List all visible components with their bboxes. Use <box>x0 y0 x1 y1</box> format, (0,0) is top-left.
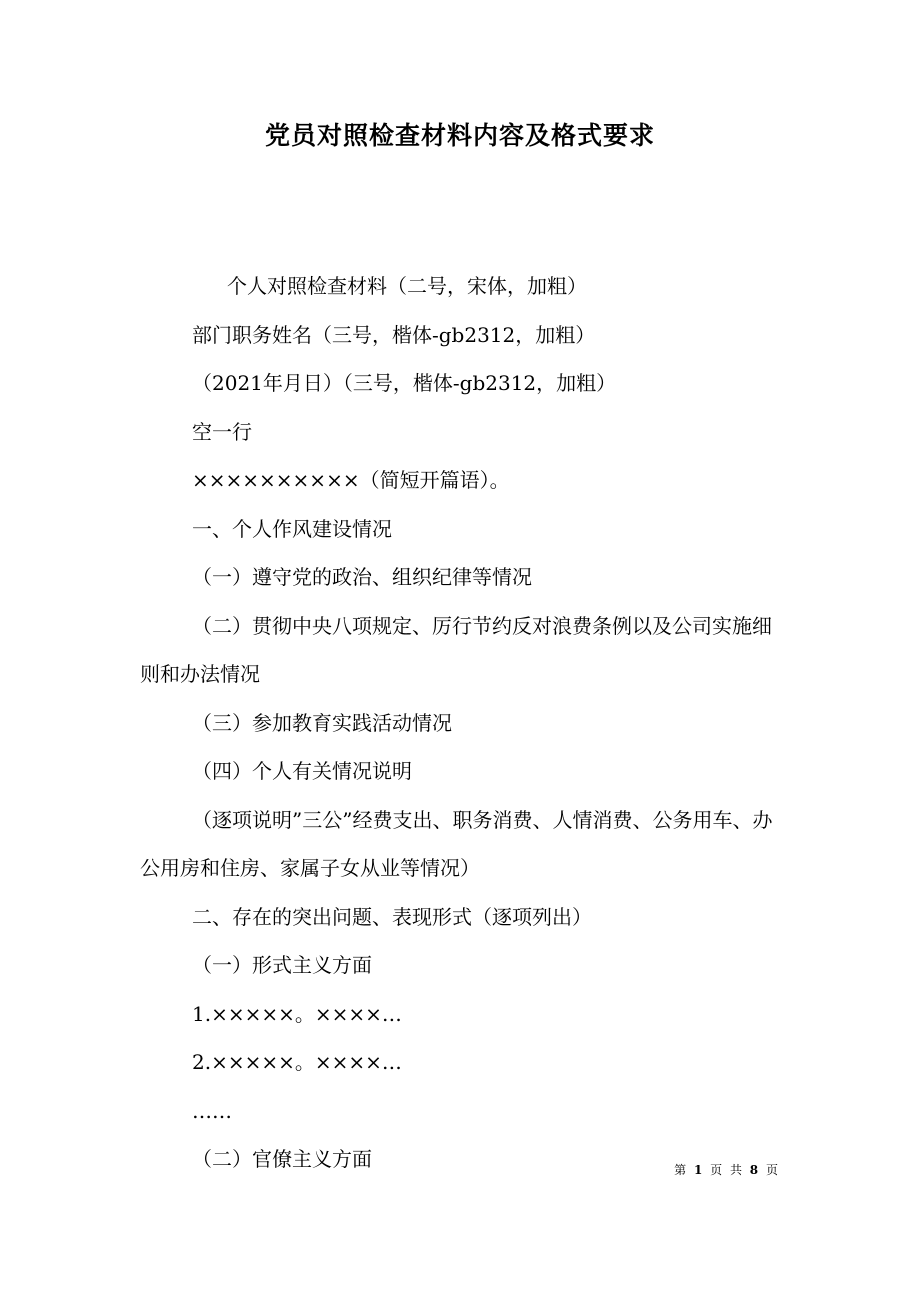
list-ellipsis: …… <box>192 1098 232 1123</box>
footer-page-number: 1 <box>693 1163 705 1177</box>
subsection-2-2: （二）官僚主义方面 <box>192 1147 372 1171</box>
page-footer <box>674 1162 780 1178</box>
list-item-2: 2.×××××。××××… <box>192 1050 402 1074</box>
footer-total-pages: 8 <box>749 1163 761 1177</box>
subsection-1-2: （二）贯彻中央八项规定、厉行节约反对浪费条例以及公司实施细则和办法情况 <box>140 613 772 686</box>
footer-suffix: 页 <box>765 1163 780 1177</box>
subsection-1-3: （三）参加教育实践活动情况 <box>192 710 452 735</box>
footer-prefix: 第 <box>674 1163 689 1177</box>
list-item-1: 1.×××××。××××… <box>192 1001 402 1026</box>
paragraph-department-name: 部门职务姓名（三号，楷体-gb2312，加粗） <box>192 322 596 347</box>
document-body <box>140 262 785 1184</box>
paragraph-explanation: （逐项说明”三公”经费支出、职务消费、人情消费、公务用车、办公用房和住房、家属子女从业等情况） <box>140 807 773 880</box>
subsection-2-1: （一）形式主义方面 <box>192 953 372 977</box>
paragraph-material-title: 个人对照检查材料（二号，宋体，加粗） <box>227 274 587 298</box>
subsection-1-1: （一）遵守党的政治、组织纪律等情况 <box>192 565 532 589</box>
paragraph-opening: ××××××××××（简短开篇语）。 <box>192 468 510 492</box>
paragraph-blank-line: 空一行 <box>192 419 252 444</box>
subsection-1-4: （四）个人有关情况说明 <box>192 759 412 783</box>
paragraph-date: （2021年月日）（三号，楷体-gb2312，加粗） <box>192 371 617 395</box>
section-heading-1: 一、个人作风建设情况 <box>192 516 392 541</box>
document-title: 党员对照检查材料内容及格式要求 <box>264 121 655 150</box>
section-heading-2: 二、存在的突出问题、表现形式（逐项列出） <box>192 904 592 929</box>
footer-middle: 页 共 <box>710 1163 744 1177</box>
